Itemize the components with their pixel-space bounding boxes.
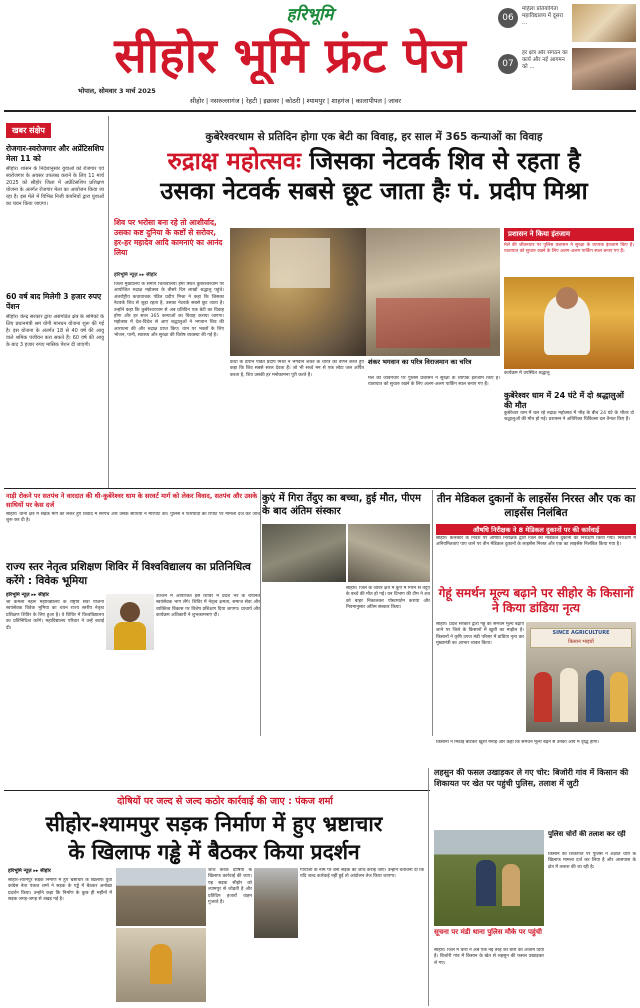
brief-title: रोजगार-स्वरोजगार और अप्रेंटिसशिप मेला 11 को (6, 144, 104, 163)
side-box (504, 228, 634, 486)
main-kicker: कुबेरेश्वरधाम से प्रतिदिन होगा एक बेटी का विवाह, हर साल में 365 कन्याओं का विवाह (205, 131, 543, 143)
news-brief-column (6, 118, 104, 486)
side2-body: कुबेरेश्वर धाम में चल रहे रुद्राक्ष महोत्सव में भीड़ के बीच 24 घंटे के भीतर दो श्रद्धालुओं की मौत हो गई। प्रशासन ने अतिरिक्त चिकित्सा दल तैनात किए हैं। (504, 411, 634, 423)
story-h-kicker: लहसुन की फसल उखाड़कर ले गए चोर: बिजोरी गांव में किसान की शिकायत पर खेत पर पहुंची पुलिस, तलाश में जुटी (434, 768, 629, 788)
byline: हरिभूमि न्यूज़ ▸▸ सीहोर (6, 592, 49, 598)
story-f-body: सीहोर। प्रदेश सरकार द्वारा गेहूं का समर्थन मूल्य बढ़ाए जाने पर जिले के किसानों में खुशी का माहौल है। किसानों ने कृषि उपज मंडी परिसर में डांडिया नृत्य कर मुख्यमंत्री का आभार व्यक्त किया। (436, 622, 524, 647)
road-photo (116, 868, 206, 926)
headline-red: रुद्राक्ष महोत्सवः (167, 147, 301, 175)
promo-photo (572, 4, 636, 42)
story-g-body: सीहोर-श्यामपुर सड़क निर्माण में हुए भ्रष्टाचार के खिलाफ युवा कांग्रेस नेता पंकज शर्मा ने सड़क के गड्ढे में बैठकर अनोखा प्रदर्शन किया। उन्होंने कहा कि निर्माण के कुछ ही महीनों में सड़क जगह-जगह से उखड़ गई है। (8, 878, 112, 903)
brief-body: सीहोर। केन्द्र सरकार द्वारा असंगठित क्षेत्र के श्रमिकों के लिए प्रधानमंत्री श्रम योगी मानधन योजना शुरू की गई है। इस योजना के अंतर्गत 18 से 40 वर्ष की आयु वाले श्रमिक पंजीयन करा सकते हैं। 60 वर्ष की आयु के बाद 3 हजार रुपए मासिक पेंशन दी जाएगी। (6, 314, 104, 348)
photo-caption: सूचना पर मंडी थाना पुलिस मौके पर पहुंची (434, 928, 542, 936)
brief-header: खबर संक्षेप (6, 123, 51, 138)
student-photo (106, 594, 154, 650)
brief-body: सीहोर। शासन के निर्देशानुसार युवाओं को रोजगार एवं स्वरोजगार के अवसर उपलब्ध कराने के लिए 11 मार्च 2025 को सीहोर जिला में अप्रेंटिसशिप प्रशिक्षण योजना के अंतर्गत रोजगार मेला का आयोजन किया जा रहा है। इस मेले में विभिन्न निजी कंपनियों द्वारा युवाओं का चयन किया जाएगा। (6, 166, 104, 207)
byline: हरिभूमि न्यूज़ ▸▸ सीहोर (8, 868, 51, 874)
story-e-body: सीहोर। कलेक्टर के निर्देश पर औषधि निरीक्षक द्वारा जिले की मेडिकल दुकानों का निरीक्षण किया गया। निरीक्षण में अनियमितताएं पाए जाने पर तीन मेडिकल दुकानों के लाइसेंस निरस्त और एक का लाइसेंस निलंबित किया गया है। (436, 536, 636, 548)
story-c-headline: कुएं में गिरा तेंदुए का बच्चा, हुई मौत, पीएम के बाद अंतिम संस्कार (262, 493, 422, 517)
divider (4, 790, 430, 791)
story-f-headline: गेहूं समर्थन मूल्य बढ़ाने पर सीहोर के किसानों ने किया डांडिया नृत्य (438, 586, 634, 615)
divider (428, 768, 429, 1006)
pothole-photo (254, 868, 298, 938)
promo-number: 06 (498, 8, 518, 28)
headline-line: सीहोर-श्यामपुर सड़क निर्माण में हुए भ्रष्टाचार (45, 812, 383, 836)
story-c-body: सीहोर। जिले के जावर क्षेत्र में कुएं में गिरने से तेंदुए के बच्चे की मौत हो गई। वन विभाग की टीम ने शव को बाहर निकालकर पोस्टमार्टम कराया और नियमानुसार अंतिम संस्कार किया। (346, 586, 430, 611)
city-nav: सीहोर | नसरुल्लागंज | रेहटी | इछावर | कोठरी | श्यामपुर | शाहगंज | कालापीपल | जावर (190, 97, 402, 105)
brief-title: 60 वर्ष बाद मिलेगी 3 हजार रुपए पेंशन (6, 292, 102, 311)
logo: हरिभूमि (286, 5, 334, 25)
field-photo (434, 830, 544, 926)
side-title: प्रशासन ने किया इंतजाम (504, 228, 634, 241)
city-link[interactable]: कालापीपल (355, 97, 382, 105)
mid-body-2: मेले की जीवनधार पर पुलिस प्रशासन ने सुरक्षा के व्यापक इंतजाम किए हैं। यातायात को सुचारु रखने के लिए अलग-अलग पार्किंग स्थल बनाए गए हैं। (368, 376, 500, 388)
banner (530, 628, 632, 648)
city-link[interactable]: कोठरी (285, 97, 301, 105)
divider (108, 116, 109, 488)
promo-item[interactable] (498, 48, 638, 92)
headline-black: उसका नेटवर्क सबसे छूट जाता हैः पं. प्रदीप मिश्रा (160, 177, 588, 205)
headline-line: के खिलाफ गड्ढे में बैठकर किया प्रदर्शन (68, 840, 360, 864)
mid-body: कथा के दौरान पंडित प्रदीप मिश्रा ने भगवान शंकर के चरित्र का वर्णन करते हुए कहा कि शिव सबसे सरल देवता हैं। जो भी सच्चे मन से एक लोटा जल अर्पित करता है, शिव उसकी हर मनोकामना पूरी करते हैं। (230, 360, 364, 378)
protest-photo (116, 928, 206, 1002)
promo-number: 07 (498, 54, 518, 74)
city-link[interactable]: शाहगंज (331, 97, 350, 105)
city-link[interactable]: इछावर (263, 97, 280, 105)
dateline: भोपाल, सोमवार 3 मार्च 2025 (78, 87, 156, 95)
story-b-body: सीहोर। थाना क्षेत्र में सड़क मार्ग को लेकर हुए विवाद में सरपंच और उसके साथियों ने मारपीट की। पुलिस ने फरियादी की रिपोर्ट पर मामला दर्ज कर जांच शुरू कर दी है। (6, 512, 260, 524)
mid-title: शंकर भगवान का परित्र विराजमान का चरित्र (368, 358, 472, 366)
city-link[interactable]: रेहटी (245, 97, 258, 105)
story-h-body: सीहोर। जिले में चोरों ने अब एक नई तरह की चोरी को अंजाम दिया है। बिजोरी गांव में किसान के खेत से लहसुन की फसल उखाड़कर ले गए। (434, 948, 544, 966)
story-d-body-2: उज्जैन में आयोजित इस शिविर में प्रदेश भर के चयनित स्वयंसेवक भाग लेंगे। शिविर में नेतृत्व क्षमता, समाज सेवा और व्यक्तित्व विकास पर विशेष प्रशिक्षण दिया जाएगा। प्राचार्य और कार्यक्रम अधिकारी ने शुभकामनाएं दीं। (156, 594, 260, 619)
page-title: सीहोर भूमि फ्रंट पेज (114, 28, 466, 84)
promo-text: हर क्षेत्र और संगठन का कार्य और नई आगमन को ... (522, 50, 568, 70)
story-d-body: श्री कमला नेहरू महाविद्यालय के राष्ट्रीय सेवा योजना स्वयंसेवक विवेक भूमिया का चयन राज्य स्तरीय नेतृत्व प्रशिक्षण शिविर के लिए हुआ है। वे शिविर में विश्वविद्यालय का प्रतिनिधित्व करेंगे। महाविद्यालय परिवार ने उन्हें बधाई दी। (6, 600, 104, 631)
well-photo (262, 524, 346, 582)
divider (260, 490, 261, 736)
city-link[interactable]: नसरुल्लागंज (210, 97, 240, 105)
crowd-photo (230, 228, 366, 356)
speaker-photo (504, 277, 634, 369)
divider (432, 490, 433, 736)
story-d-headline: राज्य स्तर नेतृत्व प्रशिक्षण शिविर में विश्वविद्यालय का प्रतिनिधित्व करेंगे : विवेक भूमिया (6, 561, 251, 587)
leopard-photo (348, 524, 430, 582)
byline: हरिभूमि न्यूज़ ▸▸ सीहोर (114, 272, 157, 278)
headline-black: जिसका नेटवर्क शिव से रहता है (309, 147, 581, 175)
story-e-subhead: औषधि निरीक्षक ने 8 मेडिकल दुकानों पर की कार्रवाई (436, 524, 636, 535)
promo-item[interactable] (498, 4, 638, 44)
city-link[interactable]: जावर (388, 97, 402, 105)
side-caption: कार्यक्रम में उपस्थित श्रद्धालु (504, 371, 550, 376)
banner-text: SINCE AGRICULTURE (552, 630, 610, 636)
main-body: जिला मुख्यालय के समीप चितावलिया हेमा स्थित कुबेरेश्वरधाम पर आयोजित रुद्राक्ष महोत्सव के तीसरे दिन लाखों श्रद्धालु पहुंचे। अंतर्राष्ट्रीय कथावाचक पंडित प्रदीप मिश्रा ने कहा कि जिसका नेटवर्क शिव से जुड़ा रहता है, उसका नेटवर्क सबसे छूट जाता है। उन्होंने कहा कि कुबेरेश्वरधाम से अब प्रतिदिन एक बेटी का विवाह होगा और हर साल 365 कन्याओं का विवाह कराया जाएगा। महोत्सव में देश-विदेश से आए श्रद्धालुओं ने भगवान शिव की आराधना की और रुद्राक्ष प्राप्त किए। धाम पर भक्तों के लिए भोजन, पानी, स्वास्थ्य और सुरक्षा की विशेष व्यवस्था की गई है। (114, 282, 224, 339)
side-body: मेले की जीवनधार पर पुलिस प्रशासन ने सुरक्षा के व्यापक इंतजाम किए हैं। यातायात को सुचारु रखने के लिए अलग-अलग पार्किंग स्थल बनाए गए हैं। (504, 243, 634, 255)
promo-box (498, 4, 638, 92)
main-quote: शिव पर भरोसा बना रहे तो आशीर्वाद, उसका कष्ट दुनिया के कष्टों से सरोवर, हर-हर महादेव आदि कामनाएं का आनंद लिया (114, 218, 223, 257)
city-link[interactable]: सीहोर (190, 97, 204, 105)
story-g-kicker: दोषियों पर जल्द से जल्द कठोर कार्रवाई की जाए : पंकज शर्मा (117, 796, 333, 807)
story-g-body-3: गांधीजी के नाम पर बनी सड़क की जांच कराई जाए। उन्होंने चेतावनी दी कि यदि जल्द कार्रवाई नहीं हुई तो आंदोलन तेज किया जाएगा। (300, 868, 424, 880)
promo-photo (572, 48, 636, 90)
story-f-body-2: किसानों ने मिठाई बांटकर खुशी मनाई और कहा कि समर्थन मूल्य बढ़ने से उनकी आय में वृद्धि होगी। (436, 740, 600, 745)
main-headline (114, 146, 634, 206)
banner-sub: किसान भाइयों (568, 639, 594, 645)
divider (4, 488, 636, 489)
dandiya-photo (526, 622, 636, 732)
story-g-headline (8, 810, 420, 866)
divider (4, 110, 636, 112)
side2-title: कुबेरेश्वर धाम में 24 घंटे में दो श्रद्धालुओं की मौत (504, 391, 624, 410)
story-g-body-2: जांच करके दोषियों के खिलाफ कार्रवाई की जाए। यह सड़क सीहोर को श्यामपुर से जोड़ती है और प्रतिदिन हजारों वाहन गुजरते हैं। (208, 868, 252, 906)
story-e-headline: तीन मेडिकल दुकानों के लाइसेंस निरस्त और एक का लाइसेंस निलंबित (436, 493, 636, 519)
story-b-kicker: नाड़ी रोकने पर सतपंच ने वारदात की थी-कुबेरेश्वर धाम के सरवर्ट मार्ग को लेकर विवाद, सतपंच और उसके साथियों पर केस दर्ज (6, 492, 258, 509)
city-link[interactable]: श्यामपुर (306, 97, 325, 105)
story-h-side-body: किसान की शिकायत पर पुलिस ने अज्ञात चोरों के खिलाफ मामला दर्ज कर लिया है और आसपास के क्षेत्र में तलाश की जा रही है। (548, 852, 636, 870)
side-title: पुलिस चोरों की तलाश कर रही (548, 830, 626, 838)
promo-text: महिला प्रतियोगिता महाविद्यालय में दूसरा ... (522, 6, 564, 26)
crowd-photo-2 (366, 228, 500, 356)
